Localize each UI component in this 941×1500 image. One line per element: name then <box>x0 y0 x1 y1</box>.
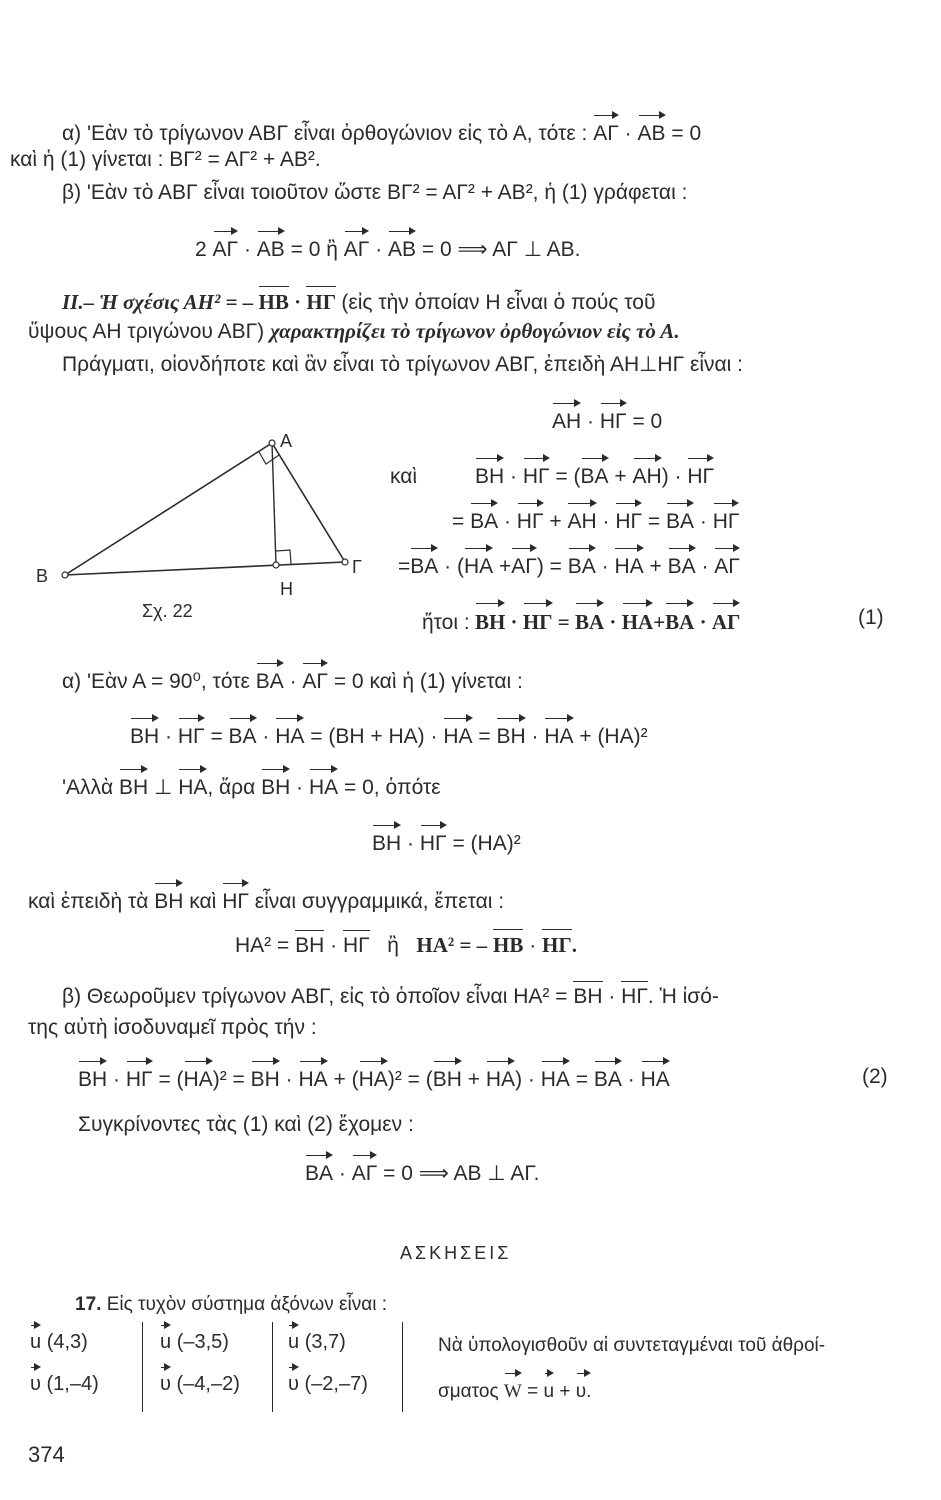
case-a-line1: α) 'Εὰν Α = 90⁰, τότε ΒΑ · ΑΓ = 0 καὶ ἡ (1) γίνεται : <box>62 660 523 695</box>
section2-line3: Πράγματι, οἱονδήποτε καὶ ἂν εἶναι τὸ τρίγωνον ΑΒΓ, ἐπειδὴ ΑΗ⊥ΗΓ εἶναι : <box>62 353 743 376</box>
case-a-line4: ΒΗ · ΗΓ = (ΗΑ)² <box>372 822 521 857</box>
deriv-row4: =ΒΑ · (ΗΑ +ΑΓ) = ΒΑ · ΗΑ + ΒΑ · ΑΓ <box>398 545 740 580</box>
case-b-line4: Συγκρίνοντες τὰς (1) καὶ (2) ἔχομεν : <box>78 1113 414 1136</box>
equation-number-2: (2) <box>862 1065 888 1088</box>
deriv-row3: = ΒΑ · ΗΓ + ΑΗ · ΗΓ = ΒΑ · ΗΓ <box>452 500 739 535</box>
para-a-line2: καὶ ἡ (1) γίνεται : ΒΓ² = ΑΓ² + ΑΒ². <box>10 148 321 171</box>
side-ba <box>65 443 272 575</box>
label-g: Γ <box>352 557 362 577</box>
page-number: 374 <box>28 1442 65 1467</box>
section2-line1: II.– Ἡ σχέσις ΑΗ² = – ΗΒ · ΗΓ (εἰς τὴν ὁποίαν Η εἶναι ὁ πούς τοῦ <box>62 283 655 316</box>
case-b-line3: ΒΗ · ΗΓ = (ΗΑ)² = ΒΗ · ΗΑ + (ΗΑ)² = (ΒΗ + ΗΑ) · ΗΑ = ΒΑ · ΗΑ <box>78 1058 670 1093</box>
deriv-kai: καὶ <box>390 465 418 488</box>
case-a-line5: καὶ ἐπειδὴ τὰ ΒΗ καὶ ΗΓ εἶναι συγγραμμικά, ἔπεται : <box>28 880 504 915</box>
table-divider-3 <box>402 1322 403 1412</box>
label-h: Η <box>280 579 293 599</box>
equation-perp: 2 ΑΓ · ΑΒ = 0 ἢ ΑΓ · ΑΒ = 0 ⟹ ΑΓ ⊥ ΑΒ. <box>195 228 581 263</box>
table-divider-2 <box>272 1322 273 1412</box>
exercise-17-intro: 17. Εἰς τυχὸν σύστημα ἀξόνων εἶναι : <box>75 1294 387 1315</box>
figure-caption: Σχ. 22 <box>142 601 193 621</box>
point-a <box>269 440 275 446</box>
right-angle-h <box>276 550 291 564</box>
col3: u (3,7) υ (–2,–7) <box>288 1322 368 1396</box>
exercise-task-line2: σματος W = u + υ. <box>438 1370 591 1405</box>
section2-line2: ὕψους ΑΗ τριγώνου ΑΒΓ) χαρακτηρίζει τὸ τρίγωνον ὀρθογώνιον εἰς τὸ Α. <box>28 319 680 343</box>
case-a-line3: 'Αλλὰ ΒΗ ⊥ ΗΑ, ἄρα ΒΗ · ΗΑ = 0, ὁπότε <box>62 766 441 801</box>
exercise-task-line1: Νὰ ὑπολογισθοῦν αἱ συντεταγμέναι τοῦ ἀθροί- <box>438 1335 826 1356</box>
col1: u (4,3) υ (1,–4) <box>30 1322 99 1396</box>
deriv-row5: ἤτοι : ΒΗ · ΗΓ = ΒΑ · ΗΑ+ΒΑ · ΑΓ <box>422 600 740 636</box>
right-angle-a <box>259 452 279 464</box>
point-h <box>273 562 279 568</box>
col2: u (–3,5) υ (–4,–2) <box>160 1322 240 1396</box>
altitude-ah <box>272 443 276 565</box>
deriv-row1: ΑΗ · ΗΓ = 0 <box>552 400 662 435</box>
vector-ag: ΑΓ <box>593 112 619 147</box>
case-b-line1: β) Θεωροῦμεν τρίγωνον ΑΒΓ, εἰς τὸ ὁποῖον εἶναι ΗΑ² = ΒΗ · ΗΓ. Ἡ ἰσό- <box>62 978 719 1010</box>
equation-number-1: (1) <box>858 606 884 629</box>
para-b-line: β) 'Εὰν τὸ ΑΒΓ εἶναι τοιοῦτον ὥστε ΒΓ² = ΑΓ² + ΑΒ², ἡ (1) γράφεται : <box>62 181 688 204</box>
point-g <box>342 559 348 565</box>
triangle-figure <box>36 425 380 625</box>
para-a-line1: α) 'Εὰν τὸ τρίγωνον ΑΒΓ εἶναι ὀρθογώνιον εἰς τὸ Α, τότε : ΑΓ · ΑΒ = 0 <box>62 112 701 147</box>
side-ag <box>272 443 345 562</box>
point-b <box>62 572 68 578</box>
side-bg <box>65 562 345 575</box>
vector-ab: ΑΒ <box>638 112 666 147</box>
exercises-heading: ΑΣΚΗΣΕΙΣ <box>400 1243 512 1263</box>
label-b: Β <box>36 566 49 586</box>
case-b-line2: της αὐτὴ ἰσοδυναμεῖ πρὸς τήν : <box>28 1016 317 1039</box>
case-b-line5: ΒΑ · ΑΓ = 0 ⟹ ΑΒ ⊥ ΑΓ. <box>305 1152 539 1187</box>
case-a-line2: ΒΗ · ΗΓ = ΒΑ · ΗΑ = (ΒΗ + ΗΑ) · ΗΑ = ΒΗ · ΗΑ + (ΗΑ)² <box>130 715 648 750</box>
table-divider-1 <box>142 1322 143 1412</box>
deriv-row2: ΒΗ · ΗΓ = (ΒΑ + ΑΗ) · ΗΓ <box>475 455 714 490</box>
label-a: Α <box>280 431 293 451</box>
case-a-line6: ΗΑ² = ΒΗ · ΗΓ ἢ ΗΑ² = – ΗΒ · ΗΓ. <box>235 926 577 959</box>
